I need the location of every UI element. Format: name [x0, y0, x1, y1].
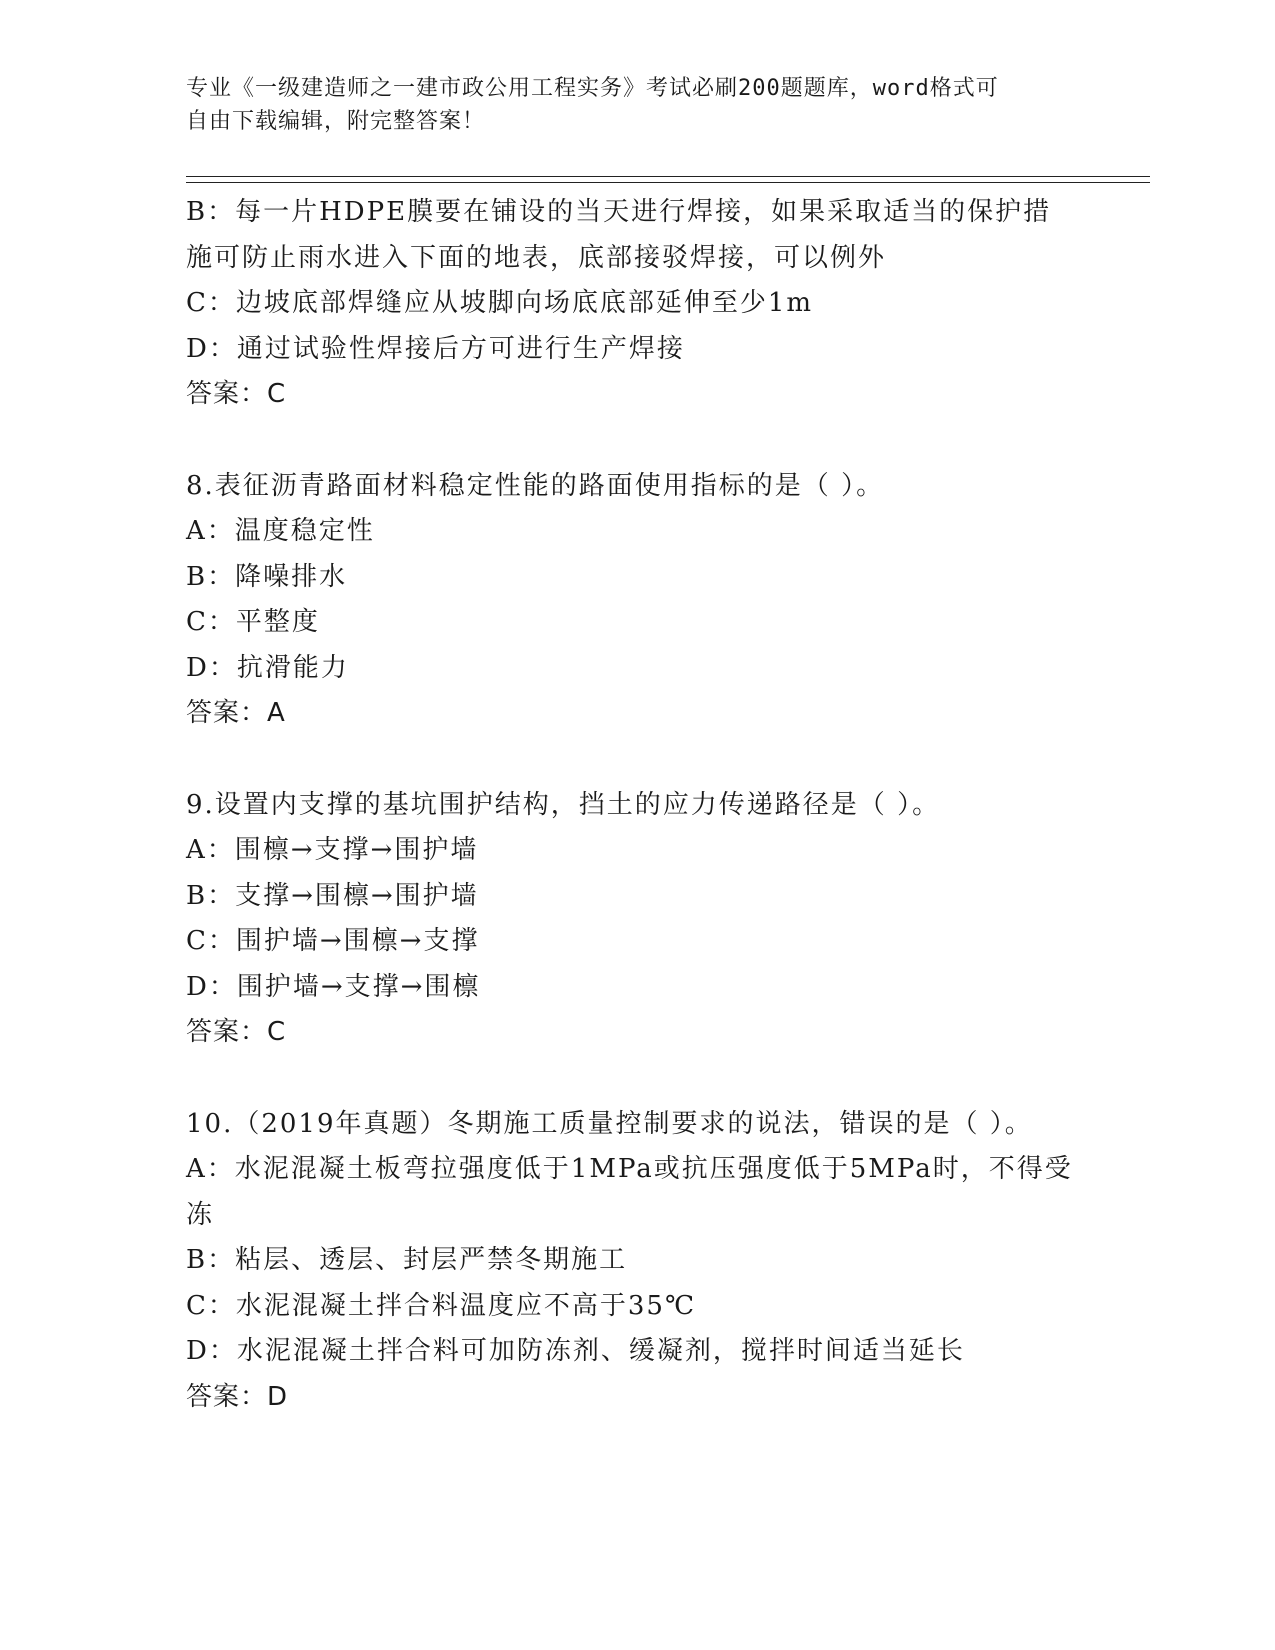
option-d: D：围护墙→支撑→围檩 — [186, 971, 481, 1002]
question-spacer — [186, 1056, 1086, 1102]
question-stem: 8.表征沥青路面材料稳定性能的路面使用指标的是（ ）。 — [186, 470, 885, 501]
option-b-line-2: 施可防止雨水进入下面的地表，底部接驳焊接，可以例外 — [186, 242, 887, 273]
question-7 — [186, 190, 1086, 418]
answer: 答案：D — [186, 1381, 289, 1412]
question-10 — [186, 1102, 1086, 1421]
question-spacer — [186, 737, 1086, 783]
question-9 — [186, 783, 1086, 1056]
option-b: B：粘层、透层、封层严禁冬期施工 — [186, 1245, 628, 1275]
option-a: A：围檩→支撑→围护墙 — [186, 835, 479, 865]
option-d: D：抗滑能力 — [186, 652, 349, 683]
question-stem: 10.（2019年真题）冬期施工质量控制要求的说法，错误的是（ ）。 — [186, 1108, 1033, 1139]
document-header — [186, 72, 1066, 138]
option-a-line-1: A：水泥混凝土板弯拉强度低于1MPa或抗压强度低于5MPa时，不得受 — [186, 1154, 1073, 1184]
option-c: C：边坡底部焊缝应从坡脚向场底底部延伸至少1m — [186, 288, 814, 318]
option-d: D：水泥混凝土拌合料可加防冻剂、缓凝剂，搅拌时间适当延长 — [186, 1336, 965, 1366]
header-line-1: 专业《一级建造师之一建市政公用工程实务》考试必刷200题题库，word格式可 — [186, 76, 999, 101]
question-stem: 9.设置内支撑的基坑围护结构，挡土的应力传递路径是（ ）。 — [186, 789, 941, 820]
option-a: A：温度稳定性 — [186, 516, 375, 546]
header-rule-bottom — [186, 182, 1150, 183]
header-rule-top — [186, 176, 1150, 177]
question-spacer — [186, 418, 1086, 464]
answer: 答案：C — [186, 1017, 287, 1047]
option-b: B：降噪排水 — [186, 561, 348, 592]
option-c: C：水泥混凝土拌合料温度应不高于35℃ — [186, 1290, 697, 1321]
question-8 — [186, 464, 1086, 737]
option-d: D：通过试验性焊接后方可进行生产焊接 — [186, 333, 685, 364]
option-a-line-2: 冻 — [186, 1199, 215, 1230]
question-list — [186, 190, 1086, 1420]
option-c: C：平整度 — [186, 607, 320, 637]
answer: 答案：C — [186, 379, 287, 409]
option-b-line-1: B：每一片HDPE膜要在铺设的当天进行焊接，如果采取适当的保护措 — [186, 197, 1052, 227]
option-b: B：支撑→围檩→围护墙 — [186, 880, 479, 911]
answer: 答案：A — [186, 698, 286, 728]
header-line-2: 自由下载编辑，附完整答案！ — [186, 109, 486, 134]
option-c: C：围护墙→围檩→支撑 — [186, 926, 480, 956]
